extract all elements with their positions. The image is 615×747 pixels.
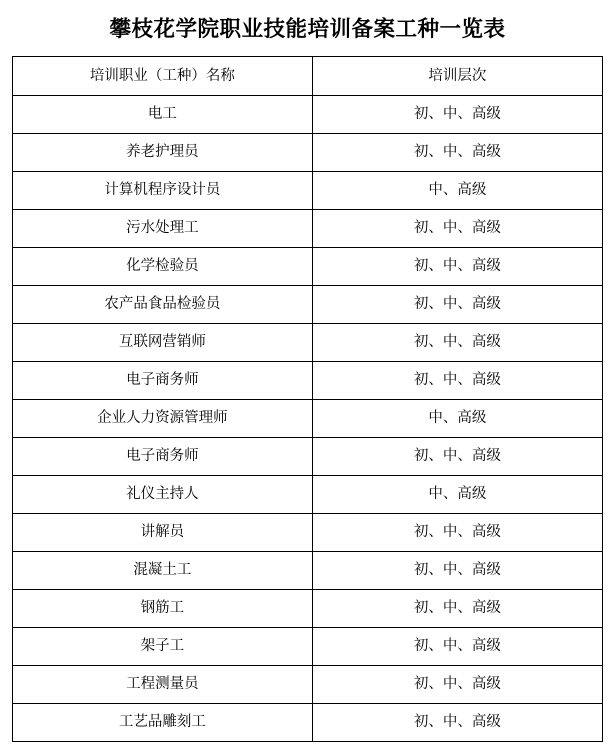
- cell-occupation: 企业人力资源管理师: [13, 400, 313, 438]
- table-row: [13, 514, 603, 552]
- cell-levels: 初、中、高级: [312, 362, 602, 400]
- cell-levels: 初、中、高级: [312, 666, 602, 704]
- cell-occupation: 讲解员: [13, 514, 313, 552]
- cell-levels: 中、高级: [312, 400, 602, 438]
- cell-levels: 中、高级: [312, 476, 602, 514]
- table-row: [13, 286, 603, 324]
- cell-occupation: 互联网营销师: [13, 324, 313, 362]
- cell-levels: 初、中、高级: [312, 286, 602, 324]
- training-occupations-table: [12, 56, 603, 742]
- cell-occupation: 电工: [13, 96, 313, 134]
- cell-occupation: 污水处理工: [13, 210, 313, 248]
- table-header: [13, 57, 603, 96]
- cell-levels: 初、中、高级: [312, 438, 602, 476]
- cell-occupation: 电子商务师: [13, 438, 313, 476]
- cell-occupation: 礼仪主持人: [13, 476, 313, 514]
- page-title: 攀枝花学院职业技能培训备案工种一览表: [109, 17, 506, 41]
- cell-levels: 初、中、高级: [312, 134, 602, 172]
- cell-levels: 初、中、高级: [312, 324, 602, 362]
- cell-occupation: 养老护理员: [13, 134, 313, 172]
- table-row: [13, 628, 603, 666]
- cell-levels: 初、中、高级: [312, 704, 602, 742]
- cell-occupation: 计算机程序设计员: [13, 172, 313, 210]
- cell-occupation: 化学检验员: [13, 248, 313, 286]
- table-row: [13, 362, 603, 400]
- table-row: [13, 400, 603, 438]
- cell-occupation: 混凝土工: [13, 552, 313, 590]
- cell-occupation: 电子商务师: [13, 362, 313, 400]
- cell-occupation: 架子工: [13, 628, 313, 666]
- table-row: [13, 438, 603, 476]
- table-row: [13, 590, 603, 628]
- table-row: [13, 248, 603, 286]
- cell-levels: 初、中、高级: [312, 628, 602, 666]
- cell-levels: 初、中、高级: [312, 96, 602, 134]
- table-row: [13, 172, 603, 210]
- table-row: [13, 704, 603, 742]
- table-row: [13, 476, 603, 514]
- cell-occupation: 农产品食品检验员: [13, 286, 313, 324]
- cell-occupation: 钢筋工: [13, 590, 313, 628]
- table-row: [13, 134, 603, 172]
- table-container: [12, 56, 603, 742]
- cell-levels: 初、中、高级: [312, 514, 602, 552]
- table-row: [13, 666, 603, 704]
- cell-levels: 初、中、高级: [312, 210, 602, 248]
- table-row: [13, 324, 603, 362]
- cell-occupation: 工程测量员: [13, 666, 313, 704]
- table-row: [13, 96, 603, 134]
- column-header-occupation: 培训职业（工种）名称: [13, 57, 313, 96]
- cell-levels: 初、中、高级: [312, 248, 602, 286]
- cell-levels: 初、中、高级: [312, 552, 602, 590]
- column-header-levels: 培训层次: [312, 57, 602, 96]
- cell-levels: 中、高级: [312, 172, 602, 210]
- cell-occupation: 工艺品雕刻工: [13, 704, 313, 742]
- table-header-row: [13, 57, 603, 96]
- table-row: [13, 552, 603, 590]
- table-body: [13, 96, 603, 742]
- document-page: [0, 14, 615, 747]
- cell-levels: 初、中、高级: [312, 590, 602, 628]
- table-row: [13, 210, 603, 248]
